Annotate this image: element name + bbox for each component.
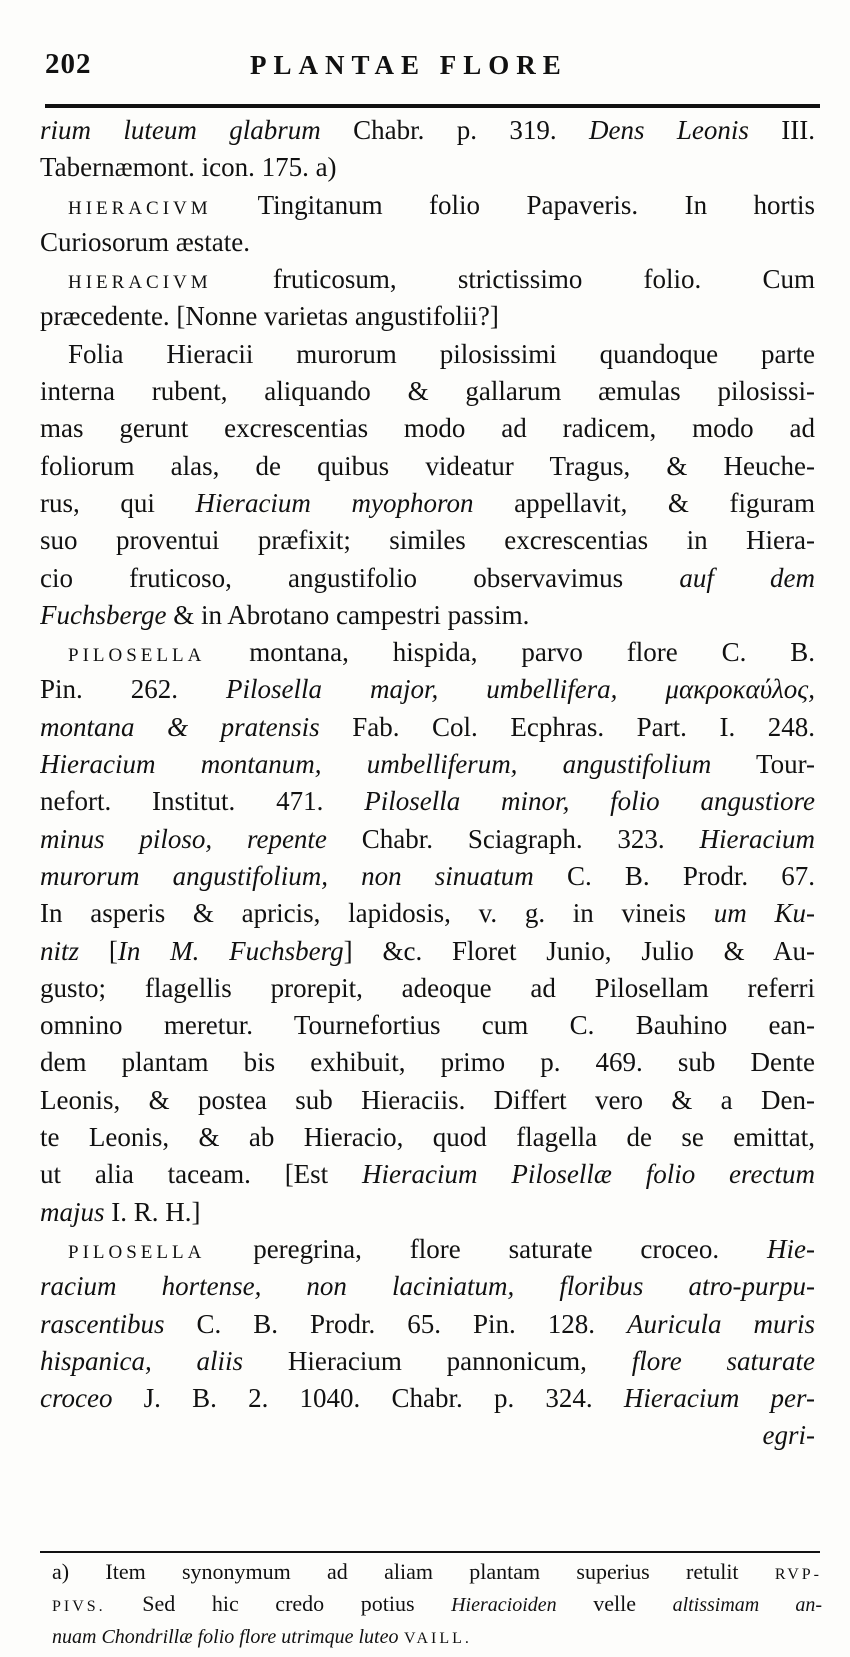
body-text-segment: flore saturate [631, 1345, 815, 1376]
body-line [40, 1119, 815, 1156]
body-text-segment: Pin. 262. [40, 674, 226, 705]
body-text-segment: Leonis, & postea sub Hieraciis. Differt vero & a Den- [40, 1084, 815, 1115]
body-line [40, 821, 815, 858]
body-text-segment: Fab. Col. Ecphras. Part. I. 248. [319, 711, 815, 742]
body-text-segment: Hieracium montanum, umbelliferum, angustifolium [40, 749, 712, 780]
body-text-segment: Curiosorum æstate. [40, 226, 250, 257]
body-line [40, 783, 815, 820]
body-text-segment: præcedente. [Nonne varietas angustifolii?] [40, 301, 499, 332]
body-line [40, 448, 815, 485]
body-line [40, 149, 815, 186]
body-text-segment: III. [748, 115, 815, 145]
body-text-segment: gusto; flagellis prorepit, adeoque ad Pilosellam referri [40, 972, 815, 1003]
body-text-segment: Tabernæmont. icon. 175. a) [40, 152, 337, 183]
body-line [40, 336, 815, 373]
body-text-segment: rium luteum glabrum [40, 115, 321, 145]
body-line [40, 597, 815, 634]
body-text-segment: I. R. H.] [104, 1196, 201, 1227]
body-text-segment: Pilosella minor, folio angustiore [364, 786, 815, 817]
body-text-segment: egri- [762, 1420, 815, 1451]
body-text-segment: ] &c. Floret Junio, Julio & Au- [343, 935, 815, 966]
body-line [40, 895, 815, 932]
body-line [40, 634, 815, 671]
body-text-segment: rus, qui [40, 487, 196, 518]
body-text-segment: Pilosella major, umbellifera, μακρoκαύλoς, [225, 674, 815, 705]
body-line [40, 1082, 815, 1119]
body-text-segment: HIERACIVM [68, 272, 212, 294]
body-line [40, 522, 815, 559]
footnotes-line [52, 1588, 822, 1620]
body-text-segment: rascentibus [40, 1308, 165, 1339]
footnotes [52, 1556, 822, 1652]
body-line [40, 410, 815, 447]
body-text-segment: Folia Hieracii murorum pilosissimi quandoque parte [68, 338, 815, 369]
body-line [40, 858, 815, 895]
body-text-segment: J. B. 2. 1040. Chabr. p. 324. [112, 1383, 624, 1414]
footnotes-text-segment: VAILL. [403, 1630, 472, 1647]
body-line [40, 560, 815, 597]
body-line [40, 1044, 815, 1081]
body-text-segment: & in Abrotano campestri passim. [166, 599, 530, 630]
body-text-segment: Tingitanum folio Papaveris. In hortis [211, 189, 815, 220]
body-text-segment: Dens Leonis [589, 115, 749, 145]
body-line [40, 1417, 815, 1454]
body-line [40, 485, 815, 522]
body-text-segment: montana & pratensis [40, 711, 320, 742]
body-text-segment: cio fruticoso, angustifolio observavimus [40, 562, 680, 593]
body-line [40, 1194, 815, 1231]
body-text-segment: Tour- [711, 749, 815, 780]
body-text-segment: interna rubent, aliquando & gallarum æmulas pilosissi- [40, 376, 815, 407]
body-line [40, 261, 815, 298]
body-line [40, 671, 815, 708]
body-line [40, 970, 815, 1007]
body-text-segment: Chabr. Sciagraph. 323. [326, 823, 700, 854]
body-text-segment: majus [40, 1196, 105, 1227]
footnotes-text-segment: altissimam an- [672, 1594, 822, 1616]
body-text-segment: PILOSELLA [68, 645, 206, 667]
body-text-segment: C. B. Prodr. 65. Pin. 128. [164, 1308, 627, 1339]
body-text-segment: nitz [40, 935, 80, 966]
body-text-segment: hispanica, aliis [40, 1345, 244, 1376]
body-line [40, 1343, 815, 1380]
body-line [40, 1007, 815, 1044]
body-text-segment: Hieracium [699, 823, 815, 854]
body-text-segment: HIERACIVM [68, 197, 212, 219]
body-text-segment: Hieracium myophoron [195, 487, 474, 518]
body-text-segment: montana, hispida, parvo flore C. B. [205, 637, 815, 668]
body-line [40, 1306, 815, 1343]
body-text-segment: Hie- [767, 1233, 815, 1264]
body-line [40, 373, 815, 410]
body-line [40, 187, 815, 224]
body-text-segment: PILOSELLA [68, 1241, 206, 1263]
body-text-segment: ut alia taceam. [Est [40, 1159, 363, 1190]
body-text-segment: te Leonis, & ab Hieracio, quod flagella de se emittat, [40, 1122, 815, 1153]
body-text-segment: mas gerunt excrescentias modo ad radicem, modo ad [40, 413, 815, 444]
footnotes-text-segment: a) Item synonymum ad aliam plantam superius retulit [52, 1559, 775, 1584]
running-head: PLANTAE FLORE [250, 50, 568, 80]
body-text-segment: Hieracium per- [623, 1383, 815, 1414]
body-line [40, 298, 815, 335]
body-text-segment: racium hortense, non laciniatum, floribus atro-purpu- [40, 1271, 815, 1302]
body-text-segment: peregrina, flore saturate croceo. [205, 1233, 768, 1264]
header-rule [45, 104, 820, 108]
footnotes-text-segment: PIVS. [52, 1598, 106, 1615]
body-line [40, 112, 815, 149]
body-line [40, 224, 815, 261]
body-text-segment: Hieracium pannonicum, [243, 1345, 632, 1376]
body-text-segment: croceo [40, 1383, 113, 1414]
body-text-segment: minus piloso, repente [40, 823, 327, 854]
body-text-segment: fruticosum, strictissimo folio. Cum [211, 264, 815, 295]
footnote-rule [40, 1551, 820, 1553]
body-text-segment: suo proventui præfixit; similes excrescentias in Hiera- [40, 525, 815, 556]
footnotes-line [52, 1556, 822, 1588]
footnotes-text-segment: Hieracioiden [451, 1594, 557, 1616]
page-header [45, 44, 815, 92]
body-text-segment: appellavit, & figuram [473, 487, 815, 518]
body-text-segment: murorum angustifolium, non sinuatum [40, 860, 534, 891]
body-line [40, 709, 815, 746]
footnotes-text-segment: RVP- [774, 1566, 822, 1583]
footnotes-text-segment: Sed hic credo potius [105, 1591, 452, 1616]
body-text-segment: omnino meretur. Tournefortius cum C. Bauhino ean- [40, 1010, 815, 1041]
body-text-segment: nefort. Institut. 471. [40, 786, 365, 817]
body-text [40, 112, 815, 1455]
body-text-segment: C. B. Prodr. 67. [533, 860, 815, 891]
body-text-segment: um Ku- [713, 898, 815, 929]
body-text-segment: auf dem [679, 562, 815, 593]
body-text-segment: foliorum alas, de quibus videatur Tragus, & Heuche- [40, 450, 815, 481]
footnotes-line [52, 1620, 822, 1652]
page-number: 202 [45, 48, 92, 80]
footnotes-text-segment: velle [556, 1591, 673, 1616]
body-line [40, 1231, 815, 1268]
body-text-segment: Hieracium Pilosellæ folio erectum [362, 1159, 815, 1190]
body-text-segment: Fuchsberge [40, 599, 167, 630]
body-text-segment: In asperis & apricis, lapidosis, v. g. in vineis [40, 898, 714, 929]
body-line [40, 1156, 815, 1193]
body-line [40, 1268, 815, 1305]
body-text-segment: [ [79, 935, 118, 966]
body-text-segment: Chabr. p. 319. [320, 115, 590, 145]
body-text-segment: dem plantam bis exhibuit, primo p. 469. sub Dente [40, 1047, 815, 1078]
body-text-segment: In M. Fuchsberg [117, 935, 344, 966]
body-line [40, 933, 815, 970]
body-line [40, 1380, 815, 1417]
body-text-segment: Auricula muris [627, 1308, 815, 1339]
footnotes-text-segment: nuam Chondrillæ folio flore utrimque luteo [52, 1626, 399, 1648]
body-line [40, 746, 815, 783]
